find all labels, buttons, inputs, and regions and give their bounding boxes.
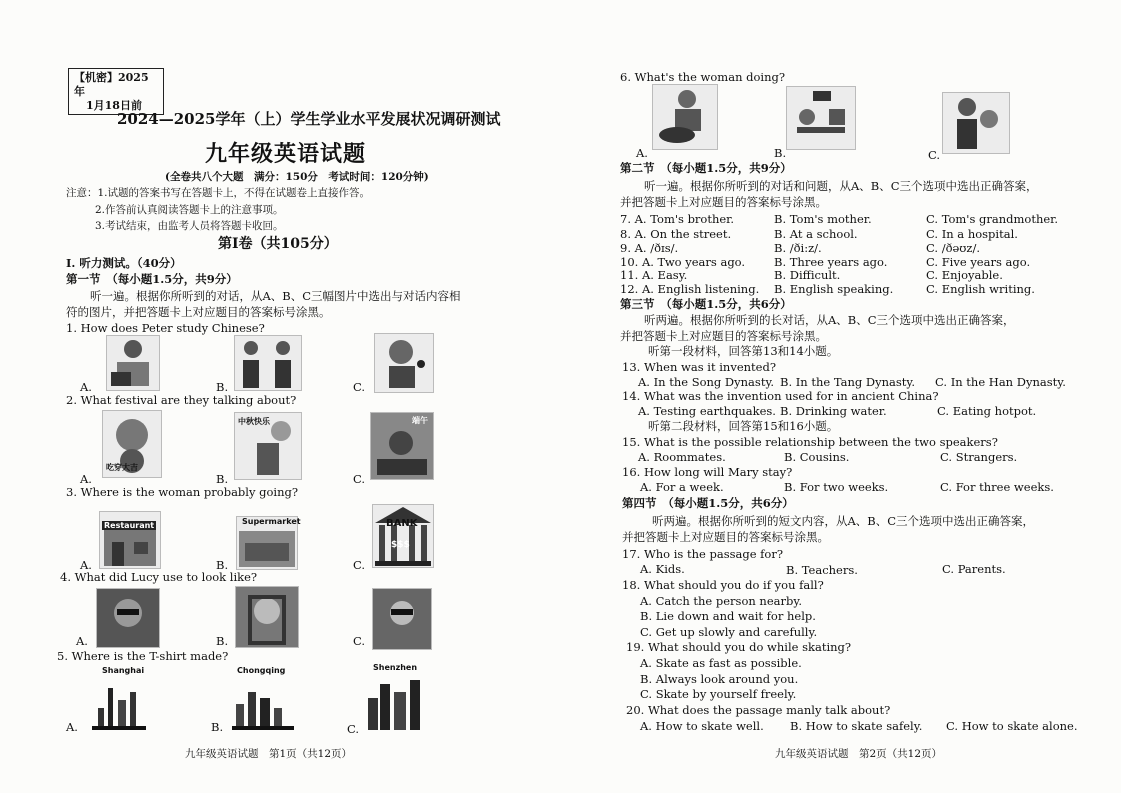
- question-13: 13. When was it invented?: [622, 360, 776, 374]
- q1-option-b: B.: [216, 380, 229, 394]
- section2-instruction-2: 并把答题卡上对应题目的答案标号涂黑。: [620, 195, 827, 209]
- section3-material-1: 听第一段材料，回答第13和14小题。: [648, 344, 839, 358]
- section1-instruction-1: 听一遍。根据你所听到的对话，从A、B、C三幅图片中选出与对话内容相: [90, 289, 461, 303]
- section4-title: 第四节 （每小题1.5分，共6分）: [622, 496, 794, 510]
- confidential-line-2: 1月18日前: [86, 98, 142, 112]
- q16-option-a: A. For a week.: [640, 480, 724, 494]
- q6-picture-c: [942, 92, 1010, 154]
- question-19: 19. What should you do while skating?: [626, 640, 852, 654]
- q5-city-a: Shanghai: [102, 666, 145, 675]
- q11-option-b: B. Difficult.: [774, 268, 841, 282]
- q5-city-b: Chongqing: [237, 666, 286, 675]
- q13-option-c: C. In the Han Dynasty.: [935, 375, 1066, 389]
- confidential-stamp: [68, 68, 164, 115]
- q14-option-c: C. Eating hotpot.: [937, 404, 1037, 418]
- left-footer: 九年级英语试题 第1页（共12页）: [185, 748, 353, 760]
- q2-option-a: A.: [80, 472, 92, 486]
- q14-option-a: A. Testing earthquakes.: [638, 404, 776, 418]
- q10-option-a: 10. A. Two years ago.: [620, 255, 746, 269]
- q2-option-c: C.: [353, 472, 366, 486]
- q20-option-c: C. How to skate alone.: [946, 719, 1078, 733]
- q2-picture-c-caption: 端午: [412, 415, 428, 425]
- q19-option-c: C. Skate by yourself freely.: [640, 687, 797, 701]
- exam-meta: (全卷共八个大题 满分：150分 考试时间：120分钟): [165, 171, 429, 183]
- q16-option-c: C. For three weeks.: [940, 480, 1054, 494]
- q1-picture-b: [234, 335, 302, 391]
- q3-option-b: B.: [216, 558, 229, 572]
- volume-title: 第Ⅰ卷（共105分）: [218, 236, 338, 252]
- q16-option-b: B. For two weeks.: [784, 480, 889, 494]
- q13-option-a: A. In the Song Dynasty.: [638, 375, 775, 389]
- q10-option-c: C. Five years ago.: [926, 255, 1031, 269]
- q18-option-b: B. Lie down and wait for help.: [640, 609, 816, 623]
- section1-instruction-2: 符的图片，并把答题卡上对应题目的答案标号涂黑。: [66, 305, 331, 319]
- q5-option-b: B.: [211, 720, 224, 734]
- q9-option-b: B. /ði:z/.: [774, 241, 822, 255]
- question-2: 2. What festival are they talking about?: [66, 393, 297, 407]
- section3-material-2: 听第二段材料，回答第15和16小题。: [648, 419, 839, 433]
- q7-option-b: B. Tom's mother.: [774, 212, 872, 226]
- q2-option-b: B.: [216, 472, 229, 486]
- section3-title: 第三节 （每小题1.5分，共6分）: [620, 297, 792, 311]
- q15-option-c: C. Strangers.: [940, 450, 1018, 464]
- q3-bank-dollar-sign: $$$: [391, 540, 410, 550]
- question-4: 4. What did Lucy use to look like?: [60, 570, 258, 584]
- q4-option-b: B.: [216, 634, 229, 648]
- q3-restaurant-sign: Restaurant: [104, 521, 155, 530]
- q8-option-a: 8. A. On the street.: [620, 227, 732, 241]
- q7-option-a: 7. A. Tom's brother.: [620, 212, 735, 226]
- q19-option-a: A. Skate as fast as possible.: [640, 656, 802, 670]
- q19-option-b: B. Always look around you.: [640, 672, 799, 686]
- q4-picture-b: [235, 586, 299, 648]
- q3-picture-c: [372, 504, 434, 568]
- section2-title: 第二节 （每小题1.5分，共9分）: [620, 161, 792, 175]
- q5-option-a: A.: [66, 720, 78, 734]
- q13-option-b: B. In the Tang Dynasty.: [780, 375, 916, 389]
- q5-picture-b: [232, 678, 294, 730]
- q4-picture-c: [372, 588, 432, 650]
- q1-picture-a: [106, 335, 160, 391]
- q12-option-b: B. English speaking.: [774, 282, 894, 296]
- q17-option-c: C. Parents.: [942, 562, 1006, 576]
- q17-option-b: B. Teachers.: [786, 563, 858, 577]
- section3-instruction-2: 并把答题卡上对应题目的答案标号涂黑。: [620, 329, 827, 343]
- q7-option-c: C. Tom's grandmother.: [926, 212, 1059, 226]
- q11-option-c: C. Enjoyable.: [926, 268, 1003, 282]
- q1-picture-c: [374, 333, 434, 393]
- section4-instruction-1: 听两遍。根据你所听到的短文内容，从A、B、C三个选项中选出正确答案，: [652, 514, 1035, 528]
- q8-option-b: B. At a school.: [774, 227, 858, 241]
- part1-title: Ⅰ. 听力测试。（40分）: [66, 256, 182, 270]
- question-18: 18. What should you do if you fall?: [622, 578, 824, 592]
- q6-option-b: B.: [774, 146, 787, 160]
- question-15: 15. What is the possible relationship between the two speakers?: [622, 435, 998, 449]
- q3-option-a: A.: [80, 558, 92, 572]
- q3-picture-a: [99, 511, 161, 569]
- question-17: 17. Who is the passage for?: [622, 547, 784, 561]
- q6-picture-a: [652, 84, 718, 150]
- q18-option-a: A. Catch the person nearby.: [640, 594, 802, 608]
- question-14: 14. What was the invention used for in ancient China?: [622, 389, 939, 403]
- q6-picture-b: [786, 86, 856, 150]
- q12-option-a: 12. A. English listening.: [620, 282, 760, 296]
- q12-option-c: C. English writing.: [926, 282, 1035, 296]
- q17-option-a: A. Kids.: [640, 562, 685, 576]
- question-5: 5. Where is the T-shirt made?: [57, 649, 229, 663]
- section3-instruction-1: 听两遍。根据你所听到的长对话，从A、B、C三个选项中选出正确答案，: [644, 313, 1015, 327]
- q9-option-c: C. /ðəʊz/.: [926, 241, 981, 255]
- note-2: 2.作答前认真阅读答题卡上的注意事项。: [95, 204, 284, 216]
- q2-picture-b-caption: 中秋快乐: [238, 416, 270, 426]
- q5-city-c: Shenzhen: [373, 663, 418, 672]
- q6-option-a: A.: [636, 146, 648, 160]
- q5-option-c: C.: [347, 722, 360, 736]
- question-3: 3. Where is the woman probably going?: [66, 485, 299, 499]
- question-1: 1. How does Peter study Chinese?: [66, 321, 265, 335]
- q14-option-b: B. Drinking water.: [780, 404, 887, 418]
- q1-option-a: A.: [80, 380, 92, 394]
- q9-option-a: 9. A. /ðɪs/.: [620, 241, 679, 255]
- exam-title: 2024—2025学年（上）学生学业水平发展状况调研测试: [117, 110, 501, 128]
- q10-option-b: B. Three years ago.: [774, 255, 888, 269]
- q4-picture-a: [96, 588, 160, 648]
- q1-option-c: C.: [353, 380, 366, 394]
- q11-option-a: 11. A. Easy.: [620, 268, 688, 282]
- section1-title: 第一节 （每小题1.5分，共9分）: [66, 272, 238, 286]
- confidential-line-1: 【机密】2025年: [74, 71, 149, 98]
- question-20: 20. What does the passage manly talk about?: [626, 703, 891, 717]
- q4-option-c: C.: [353, 634, 366, 648]
- q3-option-c: C.: [353, 558, 366, 572]
- q2-picture-a-caption: 吃穿大吉: [106, 462, 138, 472]
- right-footer: 九年级英语试题 第2页（共12页）: [775, 748, 943, 760]
- note-3: 3.考试结束，由监考人员将答题卡收回。: [95, 220, 284, 232]
- q20-option-b: B. How to skate safely.: [790, 719, 923, 733]
- q3-bank-sign: BANK: [386, 518, 418, 529]
- question-16: 16. How long will Mary stay?: [622, 465, 793, 479]
- subject-title: 九年级英语试题: [205, 141, 367, 167]
- q20-option-a: A. How to skate well.: [640, 719, 764, 733]
- q4-option-a: A.: [76, 634, 88, 648]
- note-1: 注意：1.试题的答案书写在答题卡上，不得在试题卷上直接作答。: [66, 187, 371, 199]
- q18-option-c: C. Get up slowly and carefully.: [640, 625, 818, 639]
- question-6: 6. What's the woman doing?: [620, 70, 786, 84]
- q8-option-c: C. In a hospital.: [926, 227, 1018, 241]
- q15-option-a: A. Roommates.: [638, 450, 726, 464]
- q3-supermarket-sign: Supermarket: [242, 517, 301, 526]
- q6-option-c: C.: [928, 148, 941, 162]
- q15-option-b: B. Cousins.: [784, 450, 850, 464]
- q5-picture-a: [92, 678, 146, 730]
- q5-picture-c: [366, 674, 426, 730]
- section2-instruction-1: 听一遍。根据你所听到的对话和问题，从A、B、C三个选项中选出正确答案，: [644, 179, 1038, 193]
- section4-instruction-2: 并把答题卡上对应题目的答案标号涂黑。: [622, 530, 829, 544]
